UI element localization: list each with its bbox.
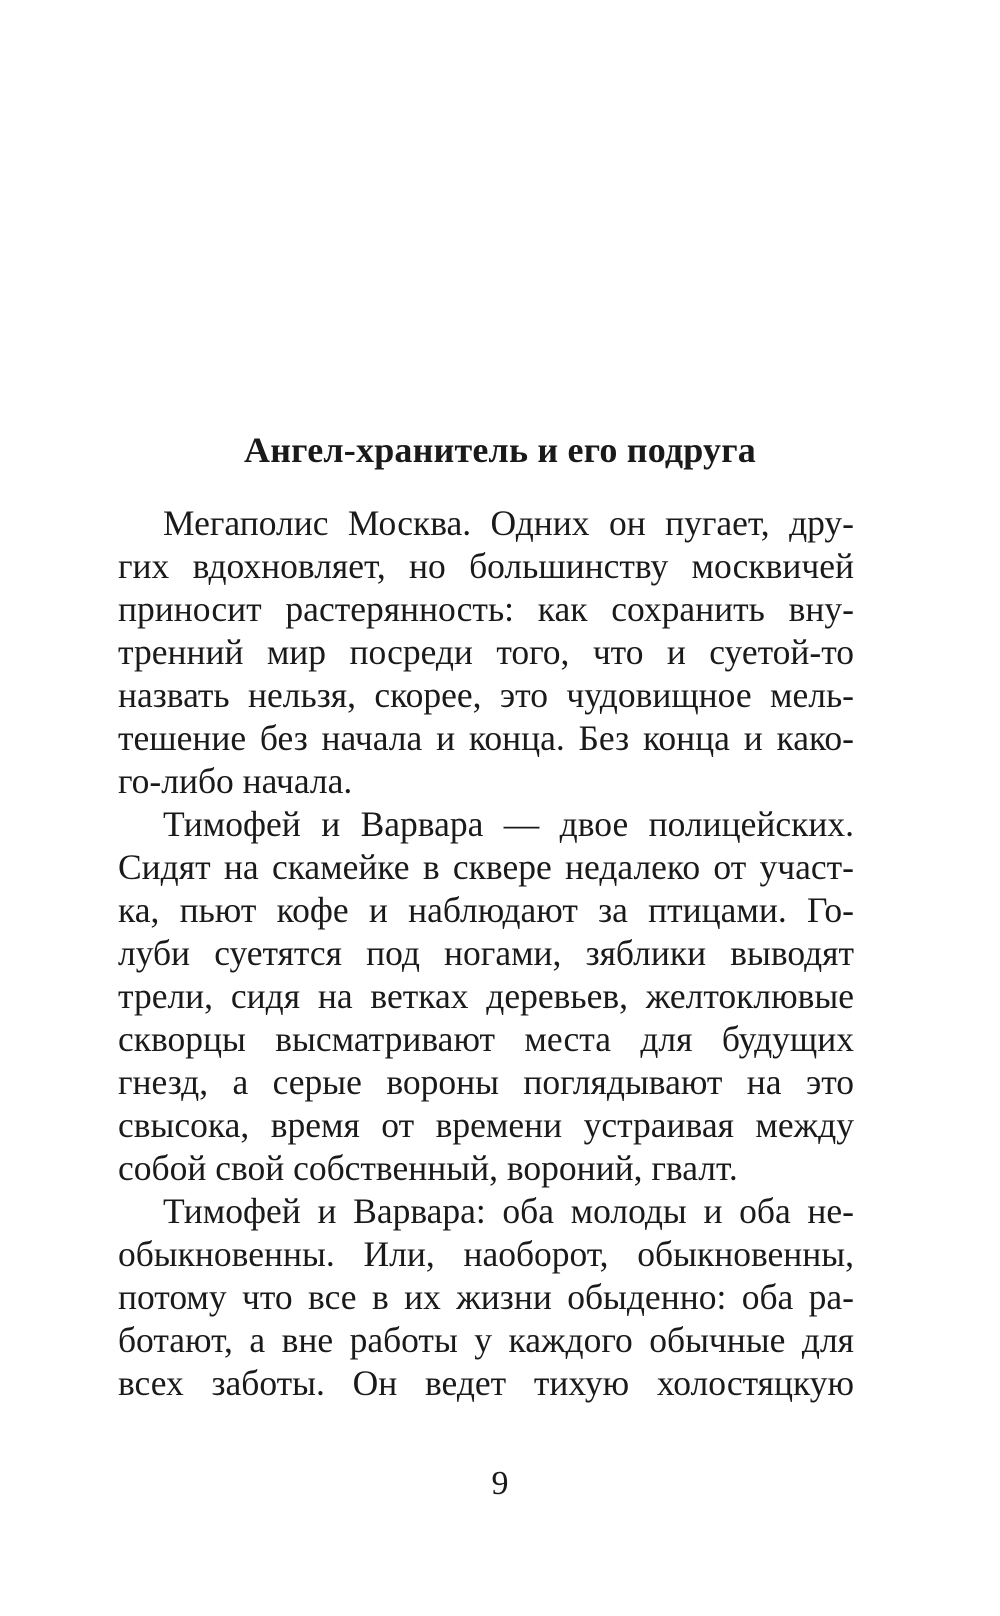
chapter-title: Ангел-хранитель и его подруга bbox=[244, 430, 756, 470]
text-line: го-либо начала. bbox=[118, 761, 353, 801]
text-line: собой свой собственный, вороний, гвалт. bbox=[118, 1148, 738, 1188]
text-line: гнезд, а серые вороны поглядывают на это bbox=[118, 1062, 854, 1102]
text-line: Сидят на скамейке в сквере недалеко от участ- bbox=[118, 847, 854, 887]
text-line: всех заботы. Он ведет тихую холостяцкую bbox=[118, 1363, 854, 1403]
text-line: скворцы высматривают места для будущих bbox=[118, 1019, 854, 1059]
text-line: свысока, время от времени устраивая между bbox=[118, 1105, 854, 1145]
text-line: Тимофей и Варвара — двое полицейских. bbox=[163, 804, 854, 844]
text-line: ботают, а вне работы у каждого обычные для bbox=[118, 1320, 854, 1360]
text-line: тренний мир посреди того, что и суетой-то bbox=[118, 632, 854, 672]
text-line: ка, пьют кофе и наблюдают за птицами. Го- bbox=[118, 890, 854, 930]
text-line: Тимофей и Варвара: оба молоды и оба не- bbox=[163, 1191, 854, 1231]
text-line: обыкновенны. Или, наоборот, обыкновенны, bbox=[118, 1234, 854, 1274]
text-line: гих вдохновляет, но большинству москвичей bbox=[118, 546, 854, 586]
text-line: приносит растерянность: как сохранить вну- bbox=[118, 589, 854, 629]
text-line: Мегаполис Москва. Одних он пугает, дру- bbox=[163, 503, 854, 543]
text-line: потому что все в их жизни обыденно: оба ра- bbox=[118, 1277, 854, 1317]
text-line: луби суетятся под ногами, зяблики выводят bbox=[118, 933, 854, 973]
page-number: 9 bbox=[491, 1465, 509, 1502]
text-line: тешение без начала и конца. Без конца и како- bbox=[118, 718, 854, 758]
text-line: назвать нельзя, скорее, это чудовищное мель- bbox=[118, 675, 854, 715]
text-line: трели, сидя на ветках деревьев, желтоклювые bbox=[118, 976, 854, 1016]
